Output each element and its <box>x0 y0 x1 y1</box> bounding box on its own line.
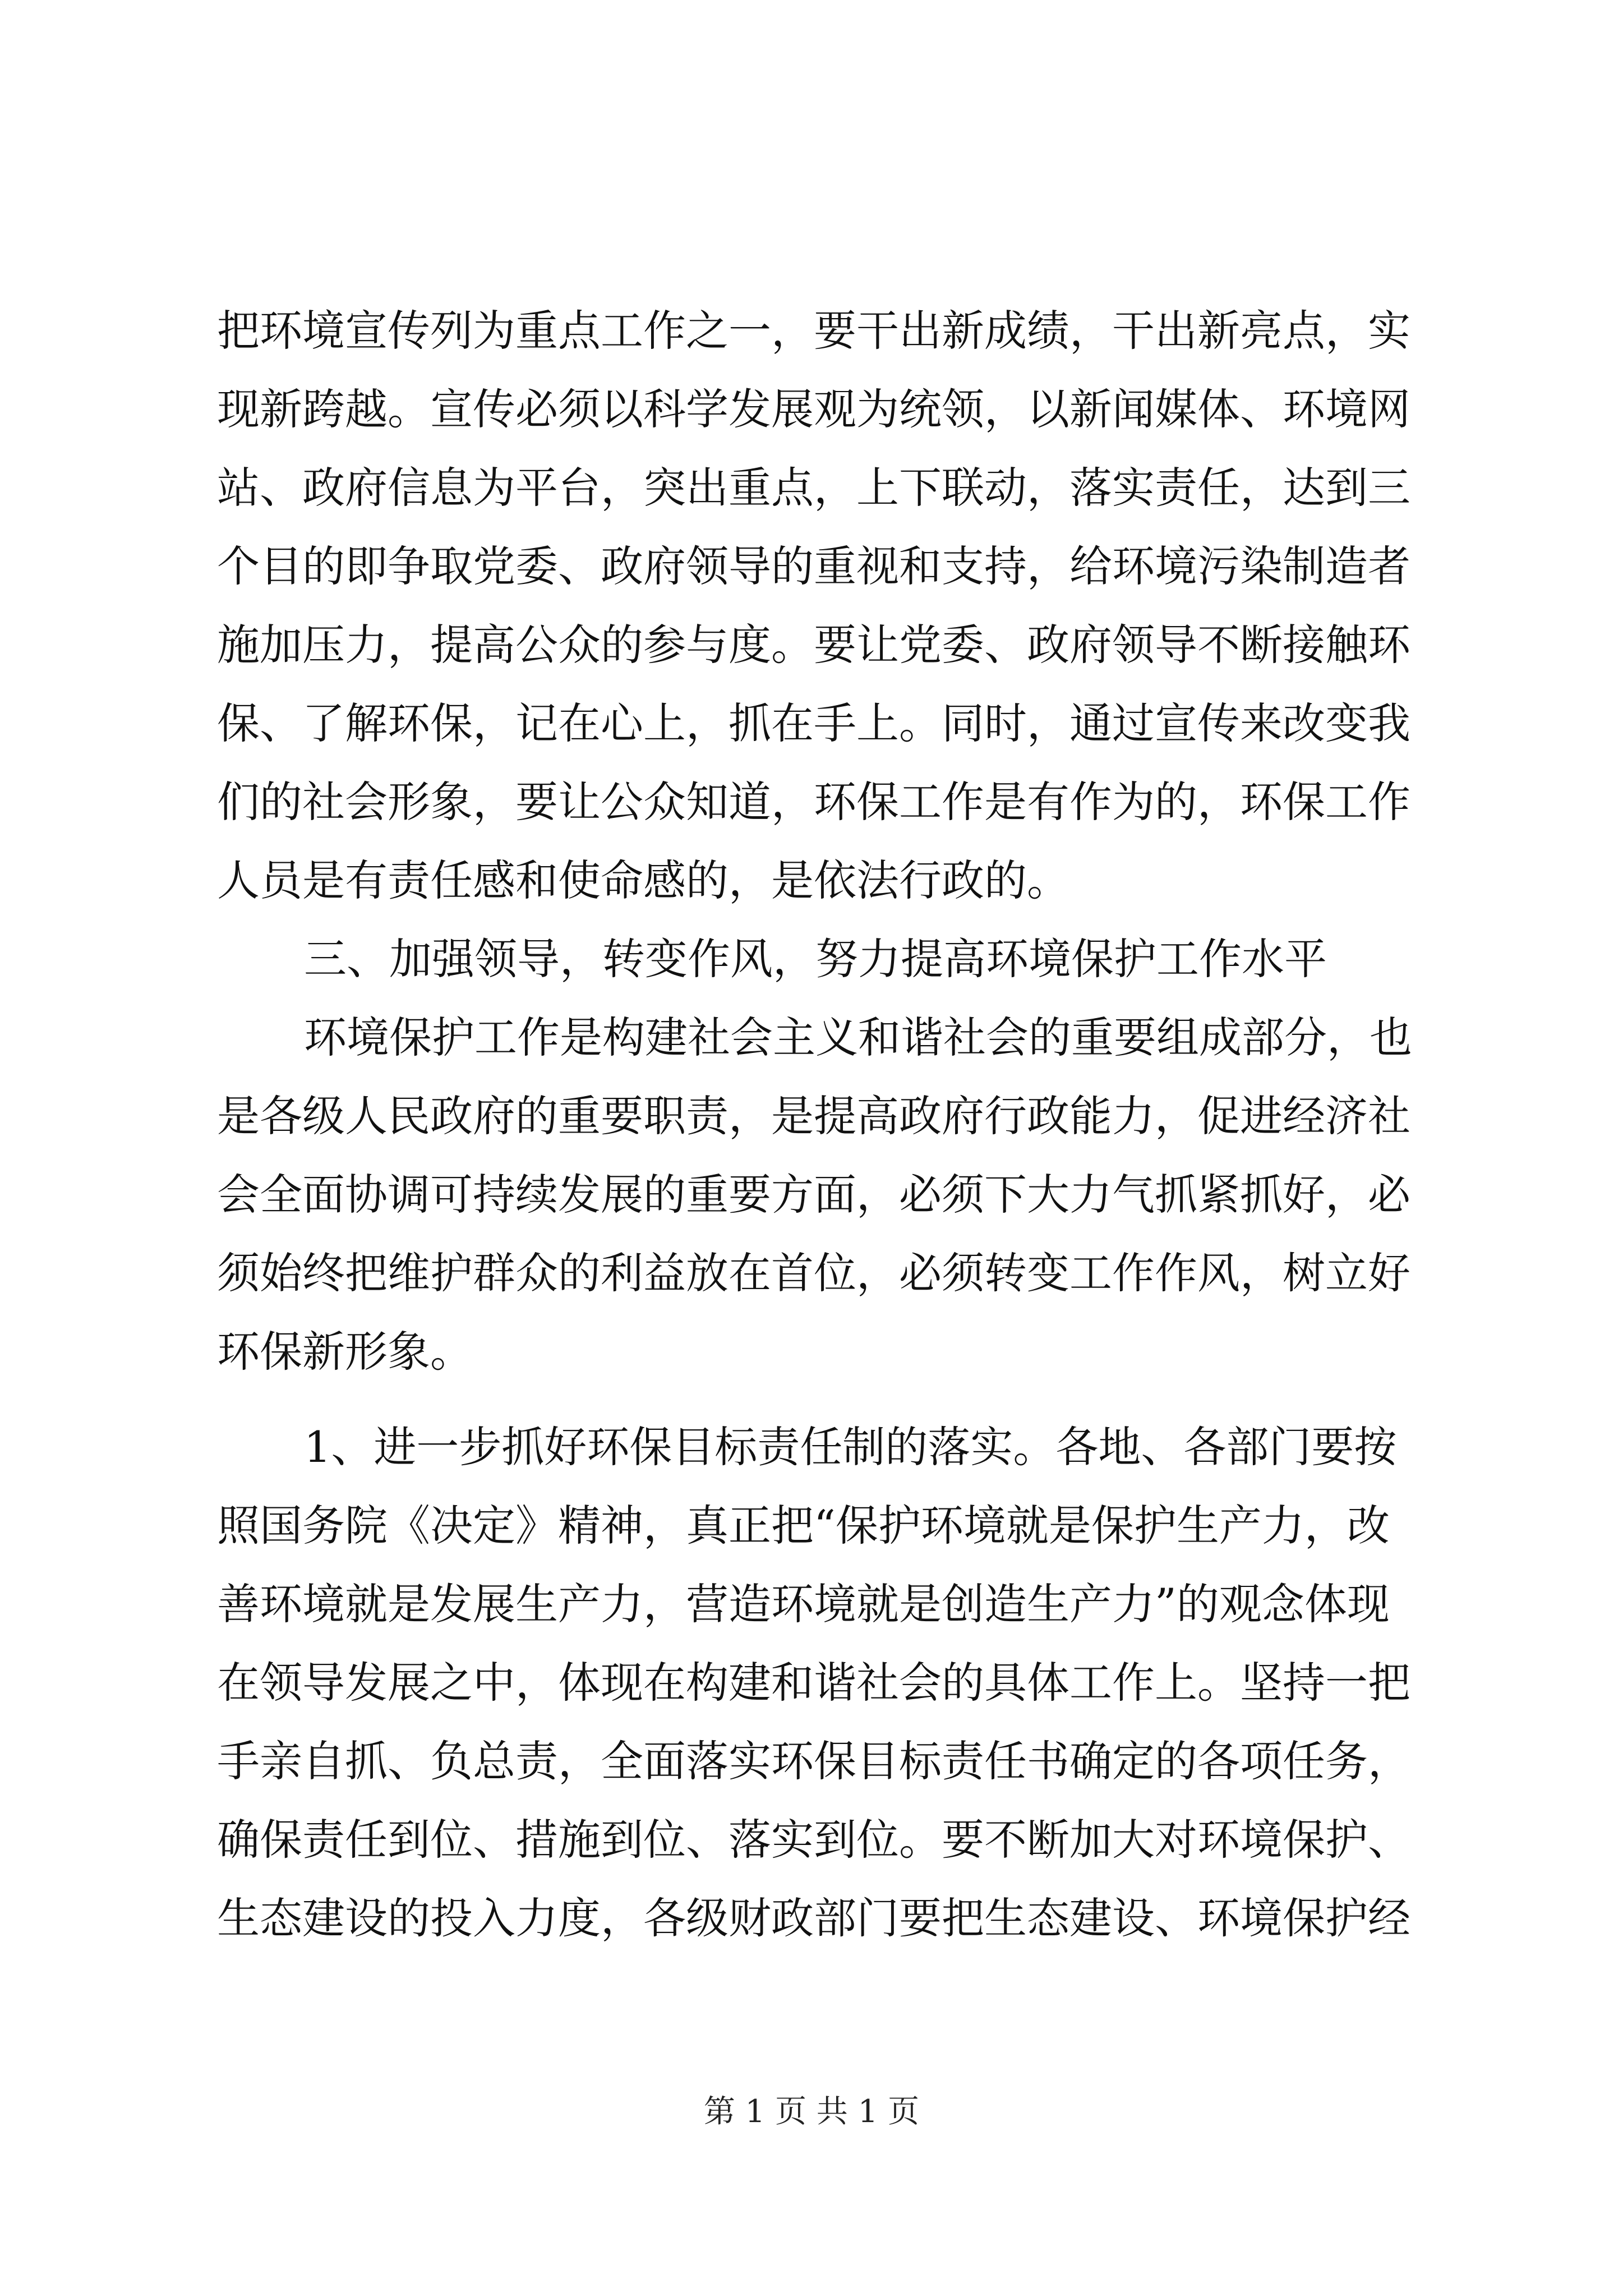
text-line-8: 人员是有责任感和使命感的，是依法行政的。 <box>217 855 1069 905</box>
text-line-20: 确保责任到位、措施到位、落实到位。要不断加大对环境保护、 <box>217 1815 1410 1865</box>
text-line-2: 现新跨越。宣传必须以科学发展观为统领，以新闻媒体、环境网 <box>217 384 1410 434</box>
text-line-1: 把环境宣传列为重点工作之一，要干出新成绩，干出新亮点，实 <box>217 306 1410 356</box>
section-heading: 三、加强领导，转变作风，努力提高环境保护工作水平 <box>304 934 1327 984</box>
text-line-18: 在领导发展之中，体现在构建和谐社会的具体工作上。坚持一把 <box>217 1658 1410 1708</box>
text-line-13: 须始终把维护群众的利益放在首位，必须转变工作作风，树立好 <box>217 1248 1410 1298</box>
text-line-16: 照国务院《决定》精神，真正把“保护环境就是保护生产力，改 <box>217 1501 1390 1550</box>
text-line-21: 生态建设的投入力度，各级财政部门要把生态建设、环境保护经 <box>217 1893 1410 1943</box>
text-line-12: 会全面协调可持续发展的重要方面，必须下大力气抓紧抓好，必 <box>217 1170 1410 1220</box>
text-line-4: 个目的即争取党委、政府领导的重视和支持，给环境污染制造者 <box>217 541 1410 591</box>
page-footer: 第 1 页 共 1 页 <box>703 2093 920 2130</box>
text-line-6: 保、了解环保，记在心上，抓在手上。同时，通过宣传来改变我 <box>217 698 1410 748</box>
text-line-5: 施加压力，提高公众的参与度。要让党委、政府领导不断接触环 <box>217 620 1410 670</box>
text-line-19: 手亲自抓、负总责，全面落实环保目标责任书确定的各项任务， <box>217 1736 1410 1786</box>
text-line-10: 环境保护工作是构建社会主义和谐社会的重要组成部分，也 <box>304 1013 1412 1062</box>
text-line-15: 1、进一步抓好环保目标责任制的落实。各地、各部门要按 <box>304 1422 1397 1472</box>
text-line-3: 站、政府信息为平台，突出重点，上下联动，落实责任，达到三 <box>217 463 1410 513</box>
text-line-11: 是各级人民政府的重要职责，是提高政府行政能力，促进经济社 <box>217 1091 1410 1141</box>
text-line-7: 们的社会形象，要让公众知道，环保工作是有作为的，环保工作 <box>217 777 1410 827</box>
text-line-17: 善环境就是发展生产力，营造环境就是创造生产力”的观念体现 <box>217 1579 1390 1629</box>
text-line-14: 环保新形象。 <box>217 1327 473 1377</box>
